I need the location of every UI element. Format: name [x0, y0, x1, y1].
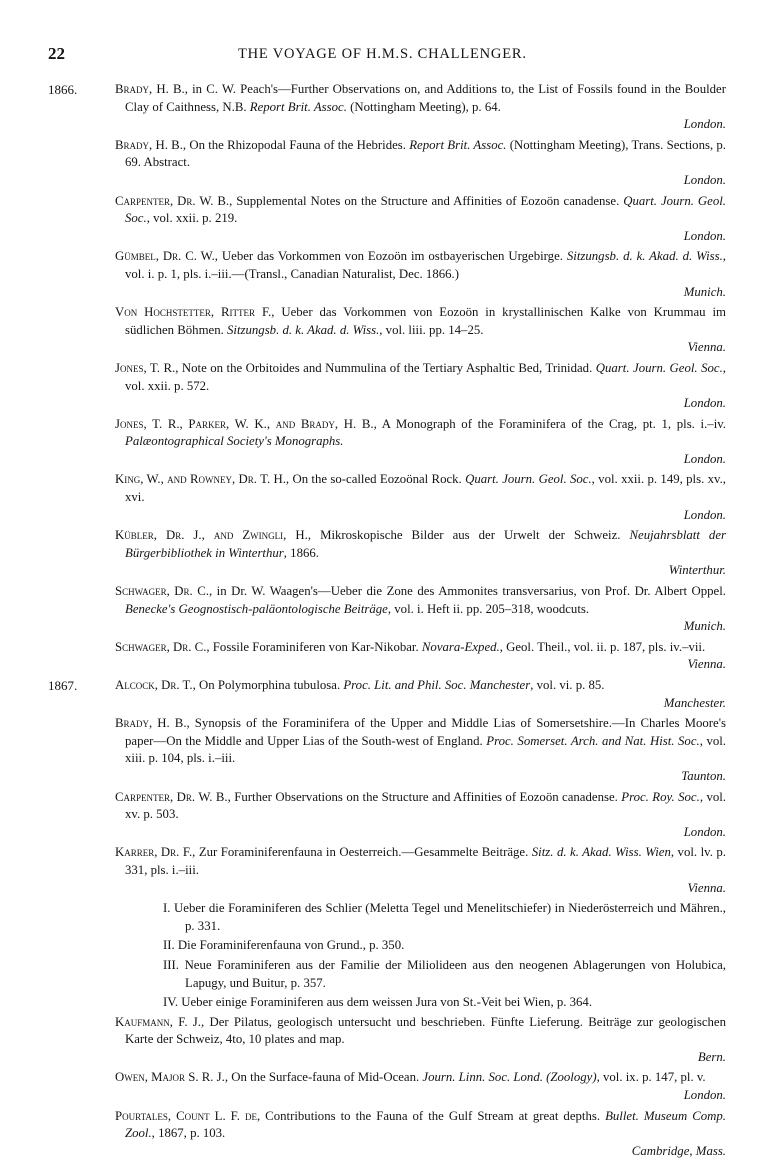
entry-place: Vienna. [687, 657, 726, 672]
entry-publication: Palæontographical Society's Monographs. [125, 434, 344, 449]
entry-publication: Novara-Exped. [421, 639, 500, 654]
entry-text: , On the Surface-fauna of Mid-Ocean. [224, 1070, 423, 1085]
bibliography-entry [0, 1069, 776, 1104]
bibliography-entry [0, 193, 776, 246]
entry-publication: Benecke's Geognostisch-paläontologische Beiträge [125, 601, 388, 616]
entry-text: , in C. W. Peach's—Further Observations on, and Additions to, the List of Fossils found in the Boulder Clay of Caithness, N.B. [125, 82, 726, 114]
bibliography-entry [0, 789, 776, 842]
entry-publication: Sitzungsb. d. k. Akad. d. Wiss. [566, 249, 723, 264]
entry-author: Jones, T. R., Parker, W. K., and Brady, H. B. [115, 416, 374, 431]
entry-place: London. [683, 228, 726, 243]
bibliography-entry [0, 715, 776, 785]
entry-body [0, 1108, 776, 1161]
entry-author: Owen, Major S. R. J. [115, 1070, 225, 1085]
entry-text: , Synopsis of the Foraminifera of the Upper and Middle Lias of Somersetshire.—In Charles Moore's paper—On the Middle and Upper Lias of the South-west of England. [125, 716, 727, 748]
bibliography-entry [0, 1108, 776, 1161]
bibliography-entry [0, 527, 776, 580]
entry-body [0, 639, 776, 674]
entry-author: Gümbel, Dr. C. W. [115, 249, 215, 264]
entry-place: Winterthur. [668, 563, 726, 578]
entry-place: Vienna. [687, 880, 726, 895]
entry-author: Pourtales, Count L. F. de [115, 1108, 257, 1123]
entry-details: , vol. xxii. p. 572. [125, 360, 726, 393]
entry-author: Schwager, Dr. C. [115, 584, 209, 599]
bibliography-entry [0, 844, 776, 897]
entry-place: Taunton. [681, 768, 726, 783]
entry-body [0, 527, 776, 580]
entry-author: Carpenter, Dr. W. B. [115, 789, 228, 804]
entry-publication: Bullet. Museum Comp. Zool. [125, 1108, 726, 1141]
entry-details: , vol. i. Heft ii. pp. 205–318, woodcuts. [387, 601, 590, 616]
bibliography-entry [0, 583, 776, 636]
entry-text: , Ueber das Vorkommen von Eozoön in krystallinischen Kalke von Krummau im südlichen Böhmen. [125, 305, 726, 337]
entry-details: , 1867, p. 103. [151, 1126, 226, 1141]
entry-author: Kübler, Dr. J., and Zwingli, H. [115, 528, 308, 543]
entry-details: , vol. ix. p. 147, pl. v. [596, 1070, 706, 1085]
entry-text: , Further Observations on the Structure and Affinities of Eozoön canadense. [227, 789, 622, 804]
page-header [48, 44, 738, 68]
bibliography-entry [0, 360, 776, 413]
entry-text: , On the Rhizopodal Fauna of the Hebrides. [182, 137, 410, 152]
bibliography-entry [0, 137, 776, 190]
bibliography-entry [0, 248, 776, 301]
entry-place: Manchester. [663, 695, 726, 710]
karrer-subpart: III. Neue Foraminiferen aus der Familie der Miliolideen aus den neogenen Ablagerungen von Holubica, Lapugy, und Buitur, p. 357. [163, 957, 726, 990]
entry-place: London. [683, 396, 726, 411]
entry-text: , On Polymorphina tubulosa. [192, 678, 344, 692]
entry-details: , vol. xiii. p. 104, pls. i.–iii. [125, 733, 726, 766]
entry-details: , vol. liii. pp. 14–25. [379, 322, 484, 337]
entry-body [0, 471, 776, 524]
entry-publication: Report Brit. Assoc. [409, 137, 507, 152]
bibliography-list [0, 81, 776, 1163]
entry-details: , vol. xv. p. 503. [125, 789, 727, 822]
entry-publication: Journ. Linn. Soc. Lond. (Zoology) [422, 1070, 597, 1085]
entry-body [0, 416, 776, 469]
entry-text: , Mikroskopische Bilder aus der Urwelt der Schweiz. [307, 528, 630, 543]
entry-body [0, 1014, 776, 1067]
entry-author: Alcock, Dr. T. [115, 678, 193, 692]
entry-body [0, 583, 776, 636]
entry-publication: Proc. Somerset. Arch. and Nat. Hist. Soc. [486, 733, 700, 748]
entry-body [0, 248, 776, 301]
entry-details: , vol. i. p. 1, pls. i.–iii.—(Transl., Canadian Naturalist, Dec. 1866.) [125, 249, 726, 281]
entry-body [0, 137, 776, 190]
bibliography-entry [0, 677, 776, 712]
entry-body [0, 844, 776, 897]
entry-publication: Quart. Journ. Geol. Soc. [595, 360, 723, 375]
entry-place: London. [683, 117, 726, 132]
karrer-subparts [0, 900, 776, 1012]
entry-author: Kaufmann, F. J. [115, 1014, 201, 1029]
entry-text: , Der Pilatus, geologisch untersucht und beschrieben. Fünfte Lieferung. Beiträge zur geologischen Karte der Schweiz, 4to, 10 plates and map. [125, 1014, 726, 1047]
entry-publication: Sitzungsb. d. k. Akad. d. Wiss. [227, 322, 380, 337]
running-title: THE VOYAGE OF H.M.S. CHALLENGER. [238, 46, 527, 62]
bibliography-entry [0, 416, 776, 469]
entry-publication: Report Brit. Assoc. [249, 99, 347, 114]
entry-body [0, 789, 776, 842]
entry-details: , vol. xxii. p. 219. [146, 211, 238, 226]
entry-text: , Supplemental Notes on the Structure and Affinities of Eozoön canadense. [229, 193, 624, 208]
entry-year: 1867. [48, 678, 78, 693]
entry-author: Schwager, Dr. C. [115, 639, 207, 654]
bibliography-entry [0, 304, 776, 357]
karrer-subpart: I. Ueber die Foraminiferen des Schlier (Meletta Tegel und Menelitschiefer) in Niederösterreich und Mähren., p. 331. [163, 901, 726, 933]
entry-text: , On the so-called Eozoönal Rock. [285, 472, 466, 487]
entry-place: London. [683, 172, 726, 187]
entry-author: Karrer, Dr. F. [115, 845, 193, 860]
entry-body [0, 193, 776, 246]
bibliography-entry [0, 1014, 776, 1067]
entry-author: Brady, H. B. [115, 716, 187, 731]
entry-text: , A Monograph of the Foraminifera of the Crag, pt. 1, pls. i.–iv. [373, 416, 727, 431]
entry-details: , vol. vi. p. 85. [530, 678, 605, 692]
bibliography-entry [0, 81, 776, 134]
entry-place: Cambridge, Mass. [631, 1143, 726, 1158]
entry-place: London. [683, 451, 726, 466]
bibliography-entry [0, 471, 776, 524]
entry-publication: Quart. Journ. Geol. Soc. [125, 193, 727, 226]
entry-details: , Geol. Theil., vol. ii. p. 187, pls. iv.–vii. [499, 639, 706, 654]
entry-author: Carpenter, Dr. W. B. [115, 193, 230, 208]
entry-author: Jones, T. R. [115, 360, 176, 375]
entry-author: King, W., and Rowney, Dr. T. H. [115, 472, 286, 487]
entry-year: 1866. [48, 82, 78, 97]
karrer-subpart: IV. Ueber einige Foraminiferen aus dem weissen Jura von St.-Veit bei Wien, p. 364. [163, 995, 593, 1010]
entry-place: London. [683, 507, 726, 522]
entry-place: Munich. [683, 284, 726, 299]
entry-text: , Fossile Foraminiferen von Kar-Nikobar. [206, 639, 422, 654]
entry-place: Munich. [683, 619, 726, 634]
entry-details: , 1866. [283, 545, 319, 560]
karrer-subpart: II. Die Foraminiferenfauna von Grund., p. 350. [163, 938, 405, 953]
entry-author: Von Hochstetter, Ritter F. [115, 305, 272, 320]
entry-text: , Ueber das Vorkommen von Eozoön im ostbayerischen Urgebirge. [214, 249, 567, 264]
entry-publication: Proc. Lit. and Phil. Soc. Manchester [343, 678, 531, 692]
entry-text: , Zur Foraminiferenfauna in Oesterreich.—Gesammelte Beiträge. [192, 845, 532, 860]
entry-body [0, 304, 776, 357]
entry-author: Brady, H. B. [115, 82, 185, 96]
page-number: 22 [48, 44, 65, 63]
entry-text: , Contributions to the Fauna of the Gulf Stream at great depths. [256, 1108, 606, 1123]
entry-place: Bern. [697, 1049, 726, 1064]
entry-text: , Note on the Orbitoides and Nummulina of the Tertiary Asphaltic Bed, Trinidad. [175, 360, 596, 375]
entry-body [0, 81, 776, 134]
bibliography-entry [0, 639, 776, 674]
entry-author: Brady, H. B. [115, 137, 183, 152]
entry-place: London. [683, 1088, 726, 1103]
entry-place: Vienna. [687, 340, 726, 355]
entry-body [0, 1069, 776, 1104]
entry-place: London. [683, 824, 726, 839]
entry-publication: Sitz. d. k. Akad. Wiss. Wien [531, 845, 671, 860]
entry-text: , in Dr. W. Waagen's—Ueber die Zone des Ammonites transversarius, von Prof. Dr. Albert Oppel. [208, 584, 726, 599]
entry-details: (Nottingham Meeting), p. 64. [346, 99, 501, 114]
entry-body [0, 715, 776, 785]
entry-publication: Quart. Journ. Geol. Soc. [465, 472, 592, 487]
entry-body [0, 677, 776, 712]
entry-details: , vol. lv. p. 331, pls. i.–iii. [125, 845, 726, 877]
entry-details: , vol. xxii. p. 149, pls. xv., xvi. [125, 472, 726, 505]
entry-publication: Proc. Roy. Soc. [621, 789, 700, 804]
entry-body [0, 360, 776, 413]
entry-publication: Neujahrsblatt der Bürgerbibliothek in Winterthur [125, 528, 726, 560]
entry-details: (Nottingham Meeting), Trans. Sections, p. 69. Abstract. [125, 137, 726, 170]
